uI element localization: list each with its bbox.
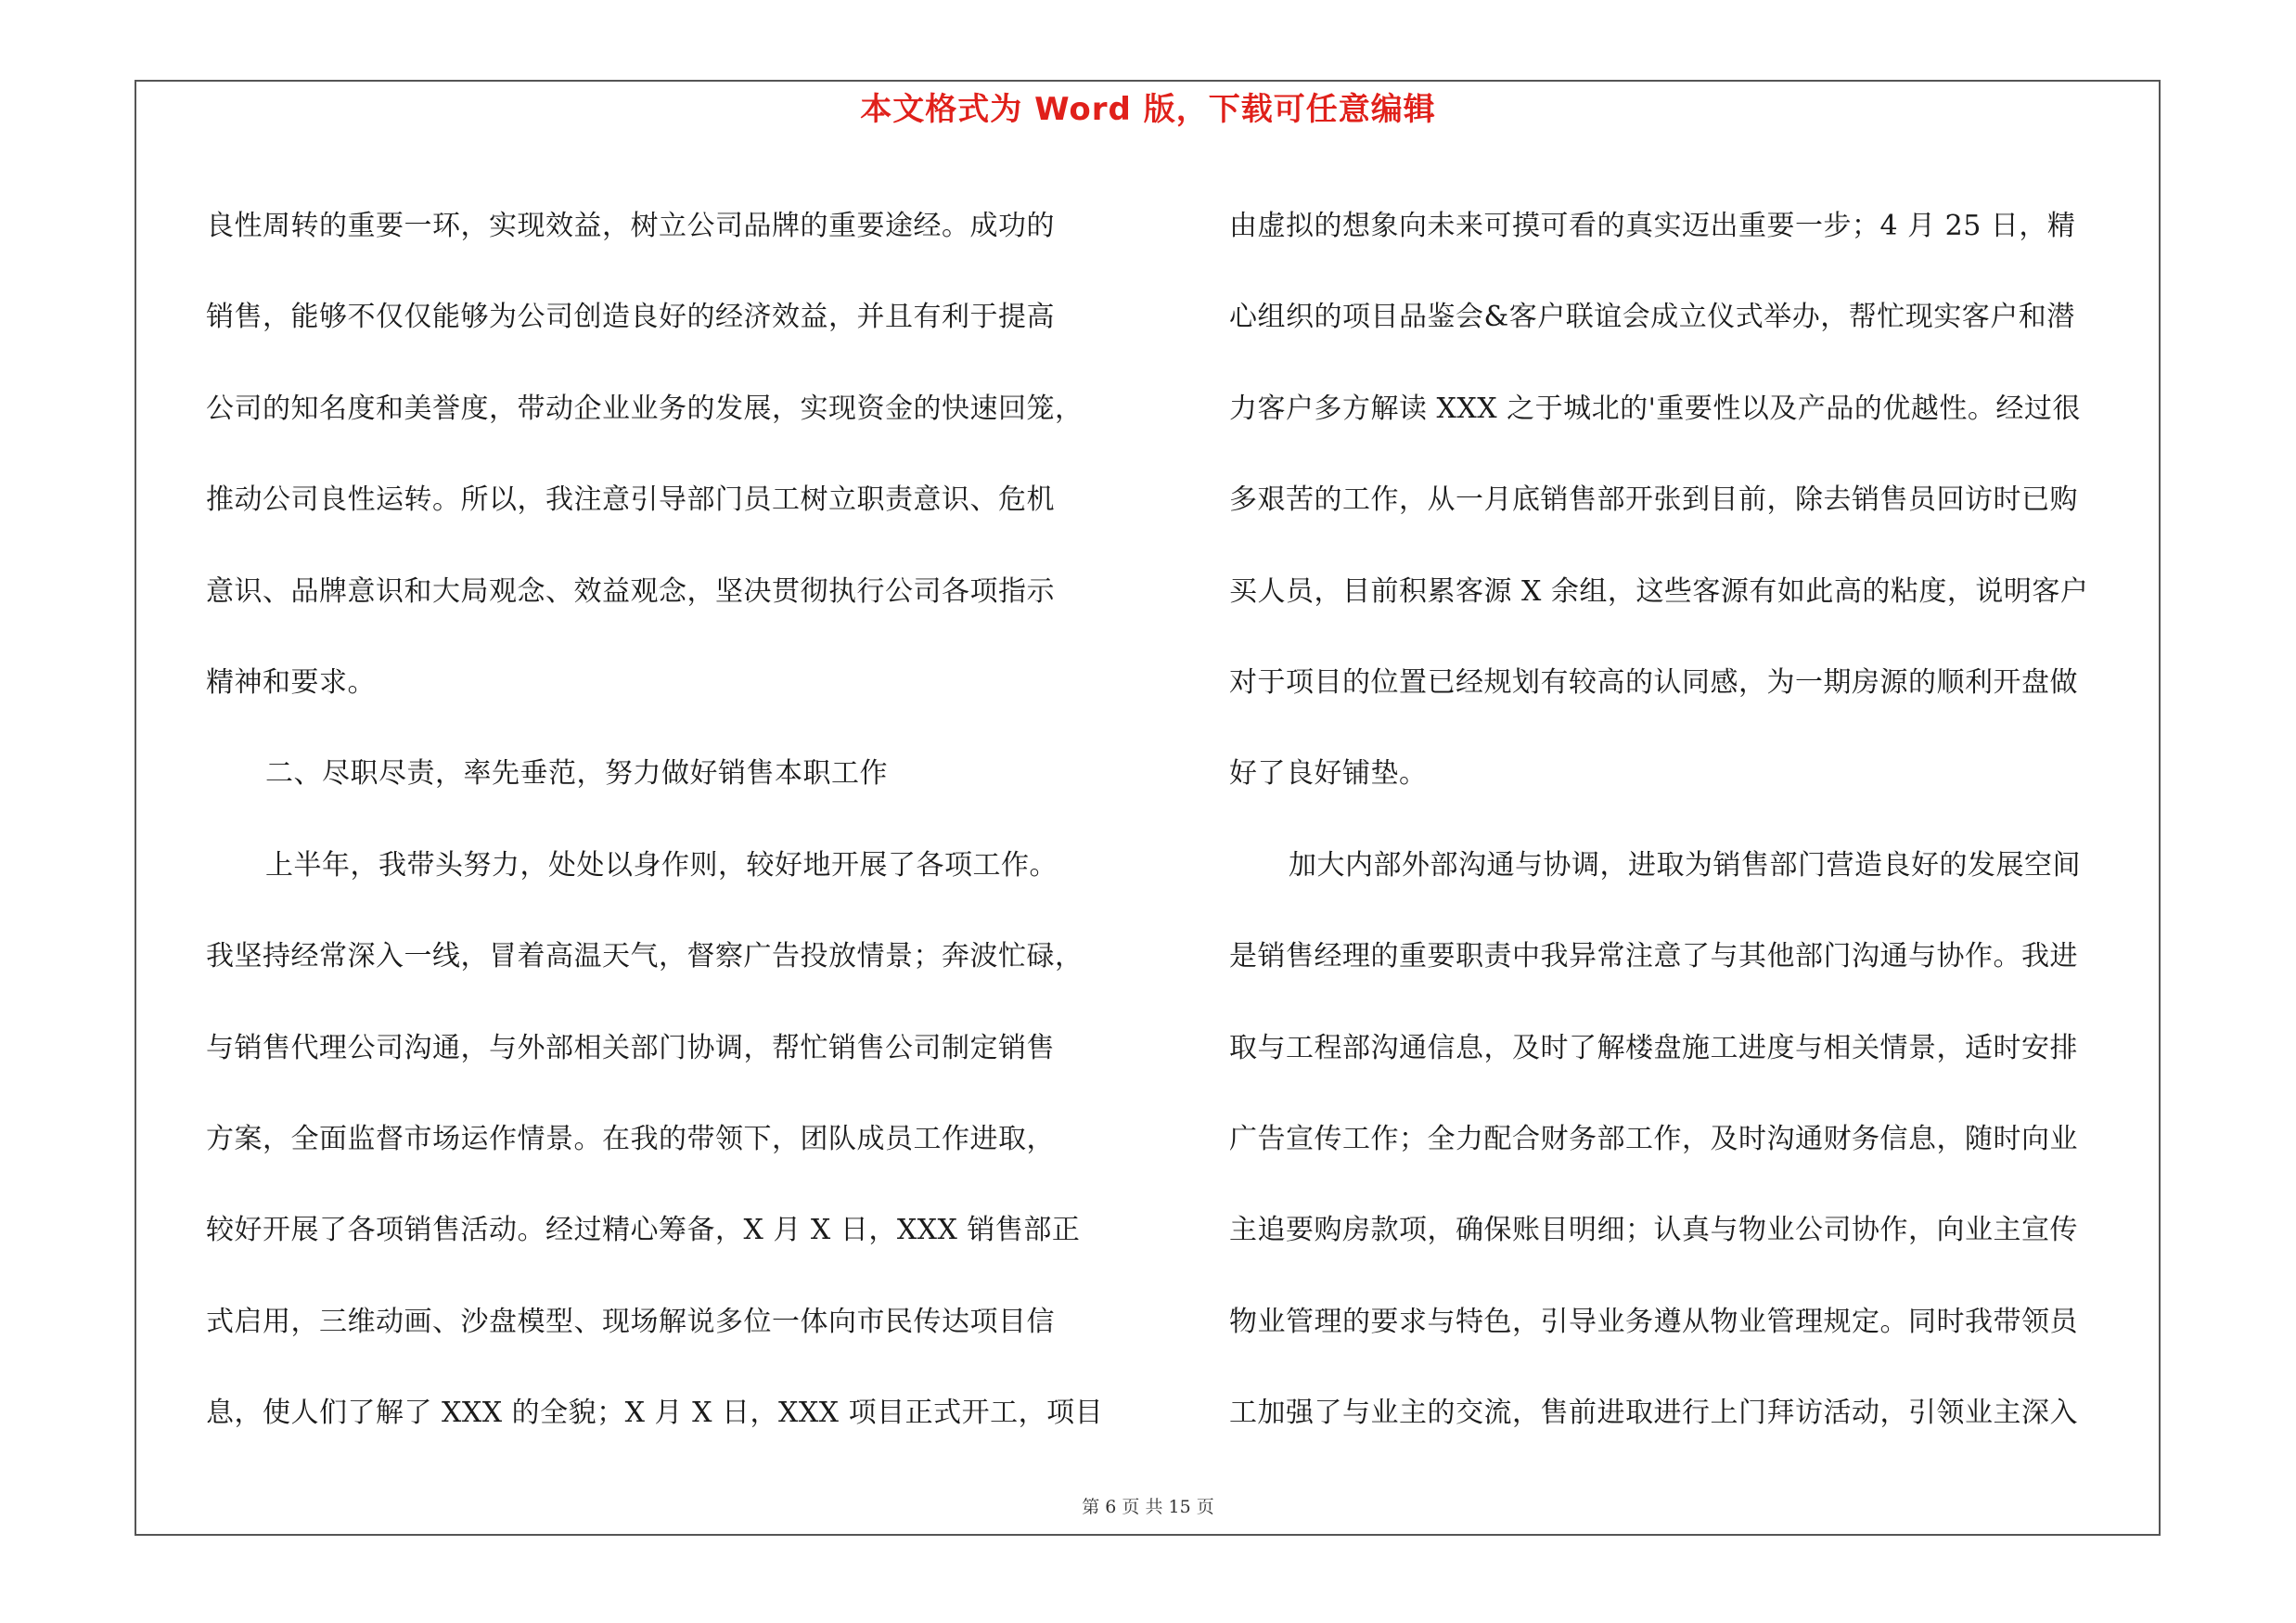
- text-line: 广告宣传工作；全力配合财务部工作，及时沟通财务信息，随时向业: [1229, 1122, 2078, 1155]
- text-line: 好了良好铺垫。: [1229, 757, 1428, 791]
- text-line: 公司的知名度和美誉度，带动企业业务的发展，实现资金的快速回笼，: [206, 392, 1084, 425]
- text-line: 加大内部外部沟通与协调，进取为销售部门营造良好的发展空间: [1289, 848, 2081, 882]
- text-line: 工加强了与业主的交流，售前进取进行上门拜访活动，引领业主深入: [1229, 1397, 2078, 1430]
- text-line: 取与工程部沟通信息，及时了解楼盘施工进度与相关情景，适时安排: [1229, 1031, 2078, 1064]
- text-line: 推动公司良性运转。所以，我注意引导部门员工树立职责意识、危机: [206, 483, 1055, 517]
- right-column: [1229, 181, 2157, 1459]
- format-banner: 本文格式为 Word 版，下载可任意编辑: [860, 91, 1436, 128]
- left-column: [206, 181, 1134, 1459]
- text-line: 精神和要求。: [206, 665, 376, 699]
- text-line: 力客户多方解读 XXX 之于城北的'重要性以及产品的优越性。经过很: [1229, 392, 2081, 425]
- text-line: 多艰苦的工作，从一月底销售部开张到目前，除去销售员回访时已购: [1229, 483, 2078, 517]
- text-line: 息，使人们了解了 XXX 的全貌；X 月 X 日，XXX 项目正式开工，项目: [206, 1397, 1104, 1430]
- text-line: 买人员，目前积累客源 X 余组，这些客源有如此高的粘度，说明客户: [1229, 574, 2089, 608]
- text-line: 式启用，三维动画、沙盘模型、现场解说多位一体向市民传达项目信: [206, 1305, 1055, 1338]
- text-line: 较好开展了各项销售活动。经过精心筹备，X 月 X 日，XXX 销售部正: [206, 1214, 1081, 1247]
- text-line: 方案，全面监督市场运作情景。在我的带领下，团队成员工作进取，: [206, 1122, 1055, 1155]
- text-line: 是销售经理的重要职责中我异常注意了与其他部门沟通与协作。我进: [1229, 940, 2078, 973]
- text-line: 良性周转的重要一环，实现效益，树立公司品牌的重要途经。成功的: [206, 210, 1055, 242]
- text-line: 对于项目的位置已经规划有较高的认同感，为一期房源的顺利开盘做: [1229, 665, 2078, 699]
- page-number-footer: 第 6 页 共 15 页: [1082, 1497, 1214, 1517]
- text-line: 上半年，我带头努力，处处以身作则，较好地开展了各项工作。: [265, 848, 1058, 882]
- text-line: 意识、品牌意识和大局观念、效益观念，坚决贯彻执行公司各项指示: [206, 574, 1055, 608]
- text-line: 销售，能够不仅仅能够为公司创造良好的经济效益，并且有利于提高: [206, 301, 1055, 334]
- text-line: 心组织的项目品鉴会&客户联谊会成立仪式举办，帮忙现实客户和潜: [1229, 301, 2075, 334]
- section-heading: 二、尽职尽责，率先垂范，努力做好销售本职工作: [265, 757, 888, 791]
- text-line: 与销售代理公司沟通，与外部相关部门协调，帮忙销售公司制定销售: [206, 1031, 1055, 1064]
- text-line: 主追要购房款项，确保账目明细；认真与物业公司协作，向业主宣传: [1229, 1214, 2078, 1247]
- text-line: 我坚持经常深入一线，冒着高温天气，督察广告投放情景；奔波忙碌，: [206, 940, 1084, 973]
- text-line: 由虚拟的想象向未来可摸可看的真实迈出重要一步；4 月 25 日，精: [1229, 210, 2076, 242]
- text-line: 物业管理的要求与特色，引导业务遵从物业管理规定。同时我带领员: [1229, 1305, 2078, 1338]
